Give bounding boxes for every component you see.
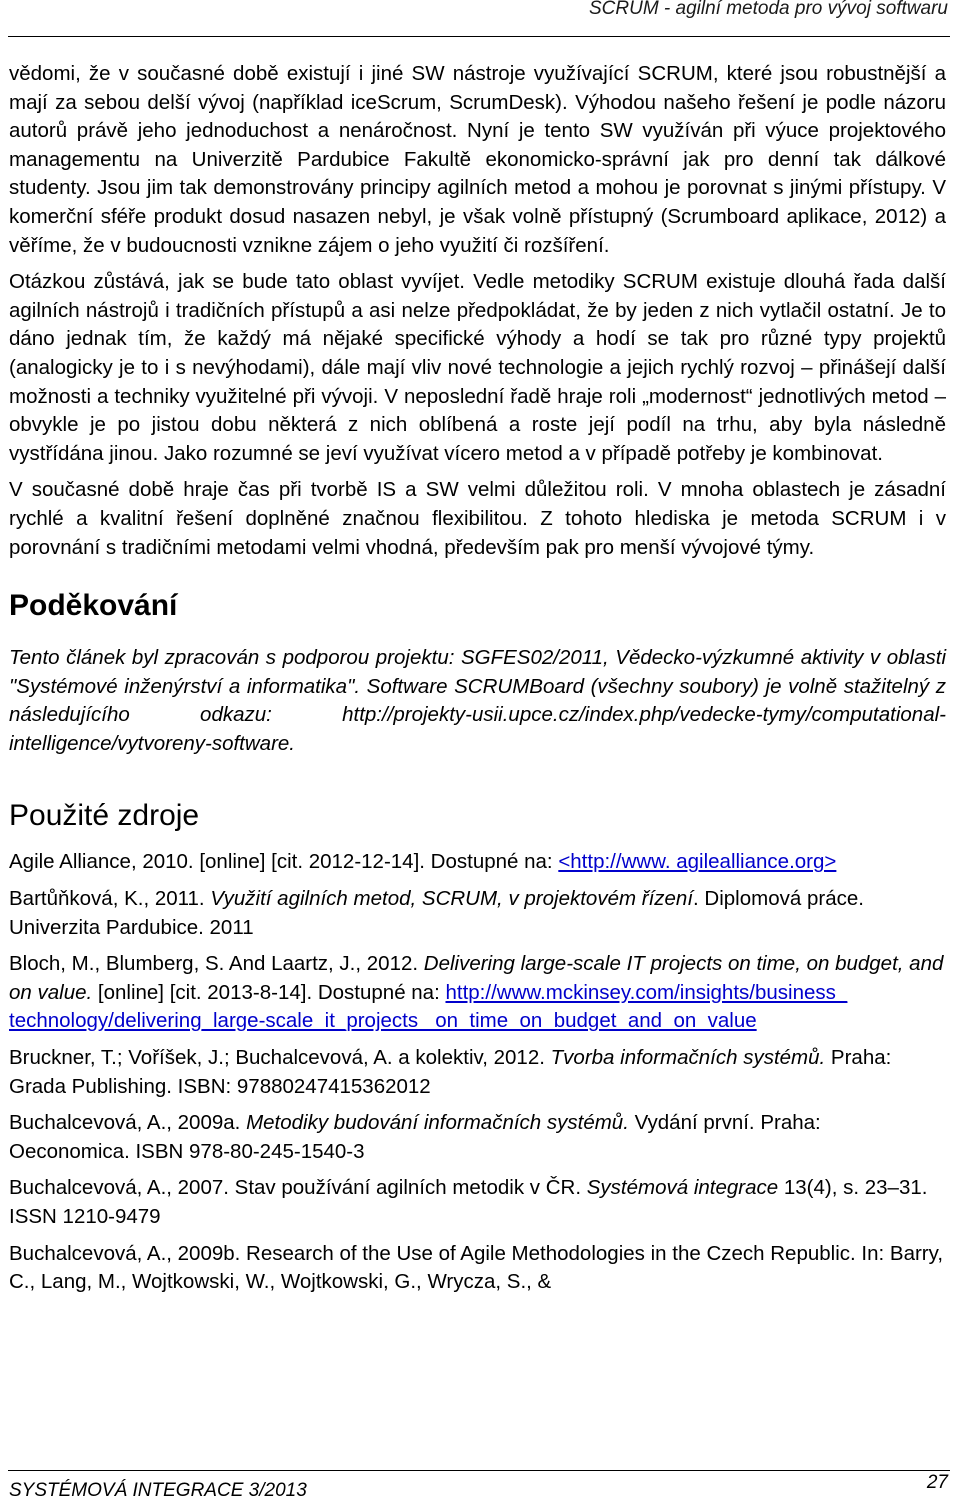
reference-item: Buchalcevová, A., 2009b. Research of the Use of Agile Methodologies in the Czech Republic. In: Barry, C., Lang, M., Wojtkowski, W., Wojtkowski, G., Wrycza, S., & <box>9 1241 944 1294</box>
reference-item: Agile Alliance, 2010. [online] [cit. 2012-12-14]. Dostupné na: <http://www. agilealliance.org> <box>9 850 837 874</box>
reference-item: Bartůňková, K., 2011. Využití agilních metod, SCRUM, v projektovém řízení. Diplomová práce. Univerzita Pardubice. 2011 <box>9 887 864 939</box>
reference-item: Buchalcevová, A., 2007. Stav používání agilních metodik v ČR. Systémová integrace 13(4), s. 23–31. ISSN 1210-9479 <box>9 1176 928 1228</box>
acknowledgements-text: Tento článek byl zpracován s podporou projektu: SGFES02/2011, Vědecko-výzkumné aktivity v oblasti "Systémové inženýrství a informatika". Software SCRUMBoard (všechny soubory) je volně stažitelný z následujícího odkazu: http://projekty-usii.upce.cz/index.php/vedecke-tymy/computational-intelligence/vytvoreny-software. <box>9 646 946 755</box>
acknowledgements-heading: Poděkování <box>9 589 178 623</box>
reference-link[interactable]: http://www.mckinsey.com/insights/business_ technology/delivering_large-scale_it_projects_ on_time_on_budget_and_on_value <box>9 980 848 1033</box>
body-paragraph-2: Otázkou zůstává, jak se bude tato oblast vyvíjet. Vedle metodiky SCRUM existuje dlouhá řada další agilních nástrojů i tradičních přístupů a asi nelze předpokládat, že by jeden z nich vytlačil ostatní. Je to dáno jednak tím, že každý má nějaké specifické výhody a hodí se tak pro různé typy projektů (analogicky je to i s nevýhodami), dále mají vliv nové technologie a jejich rychlý rozvoj – přinášejí další možnosti a techniky využitelné při vývoji. V neposlední řadě hraje roli „modernost“ jednotlivých metod – obvykle je po jistou dobu některá z nich oblíbená a roste její podíl na trhu, aby byla následně vystřídána jinou. Jako rozumné se jeví využívat vícero metod a v případě potřeby je kombinovat. <box>9 270 946 465</box>
reference-title: Tvorba informačních systémů. <box>550 1046 826 1070</box>
references-heading: Použité zdroje <box>9 799 200 833</box>
reference-item: Bruckner, T.; Voříšek, J.; Buchalcevová, A. a kolektiv, 2012. Tvorba informačních systémů. Praha: Grada Publishing. ISBN: 97880247415362012 <box>9 1046 892 1098</box>
body-paragraph-3: V současné době hraje čas při tvorbě IS a SW velmi důležitou roli. V mnoha oblastech je zásadní rychlé a kvalitní řešení doplněné značnou flexibilitou. Z tohoto hlediska je metoda SCRUM i v porovnání s tradičními metodami velmi vhodná, především pak pro menší vývojové týmy. <box>9 478 946 559</box>
journal-name: SYSTÉMOVÁ INTEGRACE 3/2013 <box>9 1480 307 1501</box>
reference-title: Metodiky budování informačních systémů. <box>246 1111 629 1135</box>
article-body <box>9 60 946 1297</box>
reference-title: Systémová integrace <box>586 1176 779 1200</box>
header-rule <box>8 36 950 37</box>
page-number: 27 <box>926 1472 948 1493</box>
reference-item: Bloch, M., Blumberg, S. And Laartz, J., 2012. Delivering large-scale IT projects on time, on budget, and on value. [online] [cit. 2013-8-14]. Dostupné na: http://www.mckinsey.com/insights/business_ technology/delivering_large-scale_it_projects_ on_time_on_budget_and_on_value <box>9 952 944 1033</box>
running-title: SCRUM - agilní metoda pro vývoj softwaru <box>588 0 948 19</box>
reference-item: Buchalcevová, A., 2009a. Metodiky budování informačních systémů. Vydání první. Praha: Oeconomica. ISBN 978-80-245-1540-3 <box>9 1111 821 1163</box>
page-header <box>0 0 960 40</box>
reference-title: Delivering large-scale IT projects on time, on budget, and on value. <box>9 952 944 1004</box>
footer-rule <box>8 1470 950 1471</box>
reference-link[interactable]: <http://www. agilealliance.org> <box>558 850 837 874</box>
body-paragraph-1: vědomi, že v současné době existují i jiné SW nástroje využívající SCRUM, které jsou robustnější a mají za sebou delší vývoj (například iceScrum, ScrumDesk). Výhodou našeho řešení je podle názoru autorů právě jeho jednoduchost a nenáročnost. Nyní je tento SW využíván při výuce projektového managementu na Univerzitě Pardubice Fakultě ekonomicko-správní jak pro denní tak dálkové studenty. Jsou jim tak demonstrovány principy agilních metod a mohou je porovnat s jinými přístupy. V komerční sféře produkt dosud nasazen nebyl, je však volně přístupný (Scrumboard aplikace, 2012) a věříme, že v budoucnosti vznikne zájem o jeho využití či rozšíření. <box>9 62 946 257</box>
page-footer <box>0 1466 960 1507</box>
reference-title: Využití agilních metod, SCRUM, v projektovém řízení <box>210 887 694 911</box>
